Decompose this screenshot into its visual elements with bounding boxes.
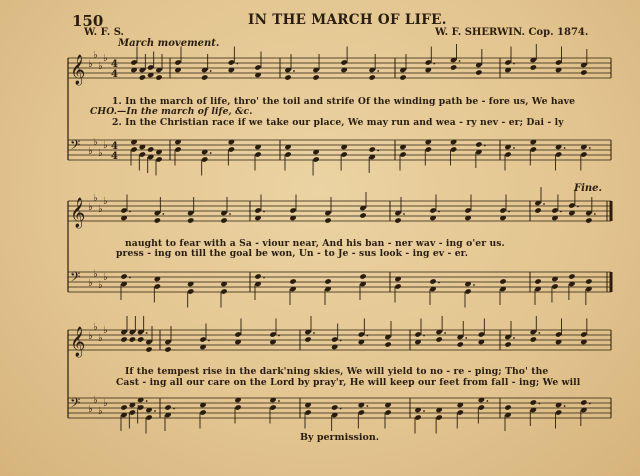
notehead	[530, 399, 537, 405]
treble-clef-icon: 𝄞	[70, 198, 86, 228]
notehead	[187, 217, 194, 223]
notehead	[580, 399, 587, 405]
notehead	[369, 74, 376, 80]
time-signature: 4	[111, 141, 118, 152]
lyric-verse-1-line-c: If the tempest rise in the dark'ning skies, We will yield to no - re - ping; Tho' the	[125, 366, 549, 377]
notehead	[580, 69, 587, 75]
page-number: 150	[72, 12, 104, 30]
notehead	[530, 64, 537, 70]
dot-icon	[438, 282, 440, 284]
dot-icon	[313, 332, 315, 334]
flat-icon: ♭	[88, 59, 93, 70]
lyric-verse-1-line-b: naught to fear with a Sa - viour near, And his ban - ner wav - ing o'er us.	[125, 238, 505, 249]
dot-icon	[438, 211, 440, 213]
dot-icon	[229, 213, 231, 215]
flat-icon: ♭	[98, 61, 103, 72]
notehead	[254, 273, 261, 279]
time-signature: 4	[111, 69, 118, 80]
dot-icon	[589, 403, 591, 405]
notehead	[359, 212, 366, 218]
flat-icon: ♭	[88, 146, 93, 157]
bass-clef-icon: 𝄢	[70, 395, 81, 414]
lyric-verse-2-line-a: 2. In the Christian race if we take our place, We may run and wea - ry nev - er; Dai - ly	[112, 117, 564, 128]
flat-icon: ♭	[93, 269, 98, 280]
hymn-title: IN THE MARCH OF LIFE.	[248, 12, 447, 28]
dot-icon	[278, 335, 280, 337]
dot-icon	[210, 70, 212, 72]
notehead	[475, 69, 482, 75]
notehead	[504, 404, 511, 410]
flat-icon: ♭	[103, 398, 108, 409]
notehead	[450, 64, 457, 70]
dot-icon	[236, 63, 238, 65]
dot-icon	[403, 213, 405, 215]
dot-icon	[465, 337, 467, 339]
dot-icon	[433, 63, 435, 65]
dot-icon	[513, 63, 515, 65]
flat-icon: ♭	[103, 53, 108, 64]
dot-icon	[340, 408, 342, 410]
flat-icon: ♭	[88, 331, 93, 342]
dot-icon	[538, 332, 540, 334]
dot-icon	[423, 410, 425, 412]
dot-icon	[577, 206, 579, 208]
notehead	[429, 278, 436, 284]
notehead	[399, 74, 406, 80]
notehead	[155, 74, 162, 80]
notehead	[201, 74, 208, 80]
permission-note: By permission.	[300, 432, 380, 443]
flat-icon: ♭	[103, 140, 108, 151]
dot-icon	[129, 277, 131, 279]
notehead	[154, 217, 161, 223]
dot-icon	[486, 400, 488, 402]
notehead	[312, 74, 319, 80]
dot-icon	[473, 284, 475, 286]
notehead	[435, 336, 442, 342]
dot-icon	[154, 410, 156, 412]
notehead	[530, 336, 537, 342]
dot-icon	[564, 405, 566, 407]
notehead	[331, 404, 338, 410]
time-signature: 4	[111, 59, 118, 70]
flat-icon: ♭	[88, 404, 93, 415]
notehead	[324, 278, 331, 284]
dot-icon	[340, 340, 342, 342]
notehead	[394, 217, 401, 223]
dot-icon	[366, 335, 368, 337]
treble-clef-icon: 𝄞	[70, 55, 86, 85]
dot-icon	[366, 405, 368, 407]
dot-icon	[459, 60, 461, 62]
dot-icon	[484, 145, 486, 147]
notehead	[359, 273, 366, 279]
lyric-verse-2-line-b: press - ing on till the goal be won, Un - to Je - sus look - ing ev - er.	[116, 248, 469, 259]
dot-icon	[162, 213, 164, 215]
flat-icon: ♭	[103, 325, 108, 336]
notehead	[164, 346, 171, 352]
dot-icon	[560, 211, 562, 213]
dot-icon	[210, 152, 212, 154]
notehead	[120, 273, 127, 279]
flat-icon: ♭	[103, 272, 108, 283]
notehead	[120, 404, 127, 410]
dot-icon	[538, 403, 540, 405]
dot-icon	[589, 147, 591, 149]
notehead	[585, 217, 592, 223]
notehead	[384, 341, 391, 347]
notehead	[499, 278, 506, 284]
notehead	[369, 146, 376, 152]
flat-icon: ♭	[98, 204, 103, 215]
dot-icon	[263, 277, 265, 279]
flat-icon: ♭	[98, 333, 103, 344]
flat-icon: ♭	[93, 395, 98, 406]
bass-clef-icon: 𝄢	[70, 137, 81, 156]
notehead	[475, 141, 482, 147]
flat-icon: ♭	[103, 196, 108, 207]
notehead	[568, 273, 575, 279]
chorus-direction: CHO.—In the march of life, &c.	[90, 106, 253, 117]
tempo-marking: March movement.	[118, 38, 220, 49]
notehead	[147, 146, 154, 152]
notehead	[504, 341, 511, 347]
dot-icon	[377, 70, 379, 72]
lyricist-credit: W. F. S.	[84, 27, 125, 38]
fine-marking: Fine.	[574, 183, 603, 194]
flat-icon: ♭	[98, 280, 103, 291]
time-signature: 4	[111, 151, 118, 162]
notehead	[304, 336, 311, 342]
dot-icon	[293, 70, 295, 72]
notehead	[145, 346, 152, 352]
dot-icon	[146, 332, 148, 334]
notehead	[284, 74, 291, 80]
dot-icon	[263, 211, 265, 213]
notehead	[289, 278, 296, 284]
treble-clef-icon: 𝄞	[70, 327, 86, 357]
notehead	[534, 207, 541, 213]
dot-icon	[564, 147, 566, 149]
flat-icon: ♭	[93, 137, 98, 148]
dot-icon	[208, 340, 210, 342]
flat-icon: ♭	[88, 202, 93, 213]
dot-icon	[594, 213, 596, 215]
notehead	[139, 74, 146, 80]
dot-icon	[513, 337, 515, 339]
notehead	[534, 278, 541, 284]
flat-icon: ♭	[98, 148, 103, 159]
notehead	[120, 336, 127, 342]
dot-icon	[543, 203, 545, 205]
bass-clef-icon: 𝄢	[70, 269, 81, 288]
dot-icon	[377, 150, 379, 152]
flat-icon: ♭	[98, 406, 103, 417]
notehead	[585, 278, 592, 284]
lyric-verse-1-line-a: 1. In the march of life, thro' the toil and strife Of the winding path be - fore us, We have	[112, 96, 576, 107]
notehead	[129, 336, 136, 342]
dot-icon	[129, 211, 131, 213]
dot-icon	[146, 400, 148, 402]
flat-icon: ♭	[93, 193, 98, 204]
dot-icon	[508, 211, 510, 213]
notehead	[457, 341, 464, 347]
dot-icon	[444, 332, 446, 334]
flat-icon: ♭	[93, 50, 98, 61]
lyric-verse-2-line-c: Cast - ing all our care on the Lord by pray'r, He will keep our feet from fall - ing; We will	[116, 377, 581, 388]
flat-icon: ♭	[88, 278, 93, 289]
notehead	[164, 404, 171, 410]
flat-icon: ♭	[93, 322, 98, 333]
dot-icon	[278, 400, 280, 402]
dot-icon	[513, 147, 515, 149]
composer-credit: W. F. SHERWIN. Cop. 1874.	[435, 27, 589, 38]
notehead	[220, 217, 227, 223]
dot-icon	[423, 335, 425, 337]
notehead	[324, 217, 331, 223]
notehead	[137, 336, 144, 342]
dot-icon	[173, 408, 175, 410]
